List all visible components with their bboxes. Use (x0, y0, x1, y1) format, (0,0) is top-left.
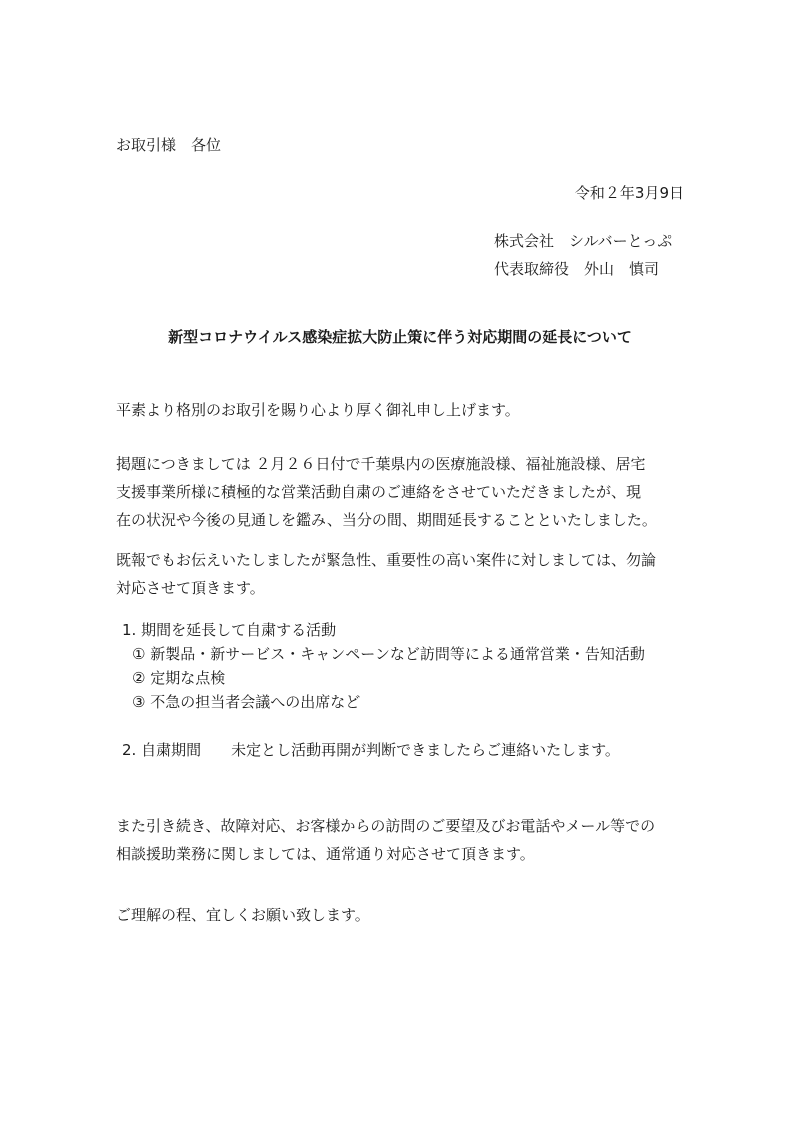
greeting-paragraph (116, 396, 696, 424)
notice-paragraph (116, 450, 696, 534)
closing-line: ご理解の程、宜しくお願い致します。 (116, 906, 370, 924)
greeting-line: 平素より格別のお取引を賜り心より厚く御礼申し上げます。 (116, 401, 520, 419)
list-item: ① 新製品・新サービス・キャンペーンなど訪問等による通常営業・告知活動 (132, 645, 645, 663)
urgent-line-1: 既報でもお伝えいたしましたが緊急性、重要性の高い案件に対しましては、勿論 (116, 551, 657, 569)
period-value: 未定とし活動再開が判断できましたらご連絡いたします。 (231, 741, 620, 759)
continue-line-2: 相談援助業務に関しましては、通常通り対応させて頂きます。 (116, 845, 535, 863)
notice-line-2: 支援事業所様に積極的な営業活動自粛のご連絡をさせていただきましたが、現 (116, 483, 642, 501)
company-name: 株式会社 シルバーとっぷ (494, 232, 673, 250)
notice-line-3: 在の状況や今後の見通しを鑑み、当分の間、期間延長することといたしました。 (116, 511, 657, 529)
continue-line-1: また引き続き、故障対応、お客様からの訪問のご要望及びお電話やメール等での (116, 817, 656, 835)
period-label: 2. 自粛期間 (122, 741, 202, 759)
list-item: ③ 不急の担当者会議への出席など (132, 693, 361, 711)
addressee: お取引様 各位 (116, 136, 222, 154)
urgent-line-2: 対応させて頂きます。 (116, 579, 265, 597)
letter-title: 新型コロナウイルス感染症拡大防止策に伴う対応期間の延長について (168, 328, 632, 346)
list-item: ② 定期な点検 (132, 669, 226, 687)
list-heading: 1. 期間を延長して自粛する活動 (122, 621, 337, 639)
notice-line-1: 掲題につきましては ２月２６日付で千葉県内の医療施設様、福祉施設様、居宅 (116, 455, 646, 473)
urgent-paragraph (116, 546, 696, 602)
continue-paragraph (116, 812, 696, 868)
letter-date: 令和２年3月9日 (574, 184, 684, 202)
suspension-period (122, 738, 620, 762)
suspended-activities-list (122, 618, 645, 714)
representative-name: 代表取締役 外山 慎司 (494, 260, 660, 278)
